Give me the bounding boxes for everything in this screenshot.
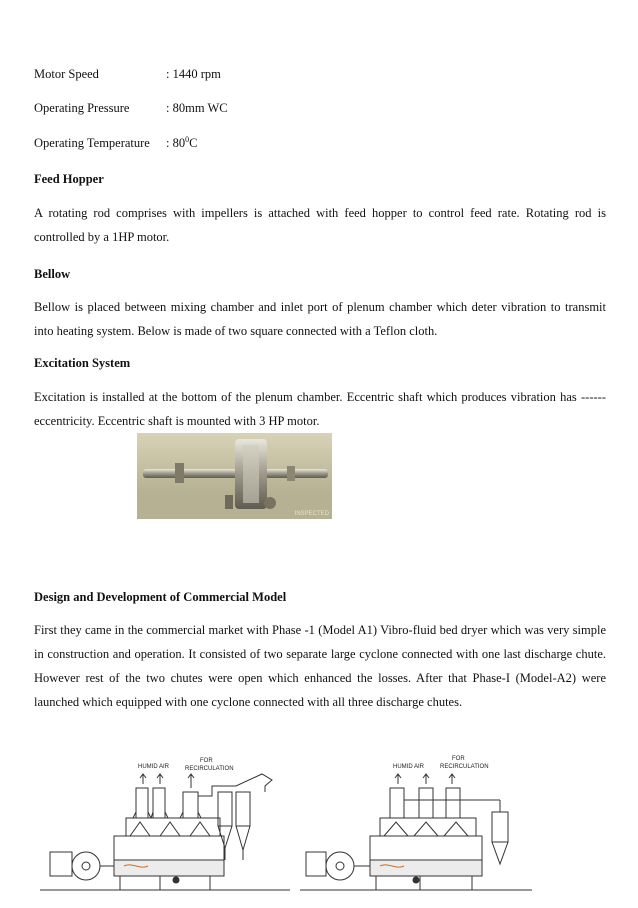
- spec-value: [166, 136, 197, 151]
- paragraph-commercial-model: First they came in the commercial market with Phase -1 (Model A1) Vibro-fluid bed dryer which was very simple in construction and operation. It consisted of two separate large cyclone connected with one last discharge chute. However rest of the two chutes were open which enhanced the losses. After that Phase-I (Model-A2) were launched which equipped with one cyclone connected with all three discharge chutes.: [34, 623, 606, 709]
- spec-label: Operating Temperature: [34, 136, 150, 150]
- dryer-diagram-model-a2: [300, 740, 538, 903]
- photo-watermark: INSPECTED: [294, 511, 329, 517]
- spec-value-suffix: C: [189, 136, 198, 150]
- eccentric-shaft-illustration: [137, 433, 332, 519]
- diagram-label-for: FOR: [200, 758, 213, 764]
- diagram-label-for: FOR: [452, 756, 465, 762]
- eccentric-shaft-photo: [137, 433, 332, 519]
- spec-value-sup: 0: [185, 134, 190, 144]
- paragraph-feed-hopper: A rotating rod comprises with impellers is attached with feed hopper to control feed rate. Rotating rod is controlled by a 1HP motor.: [34, 206, 606, 244]
- paragraph-excitation-system: Excitation is installed at the bottom of the plenum chamber. Eccentric shaft which produces vibration has ------ eccentricity. Eccentric shaft is mounted with 3 HP motor.: [34, 390, 606, 428]
- spec-value: : 80mm WC: [166, 101, 228, 115]
- spec-label: Motor Speed: [34, 67, 99, 81]
- spec-value-prefix: : 80: [166, 136, 186, 150]
- section-heading-feed-hopper: Feed Hopper: [34, 172, 104, 186]
- spec-value: : 1440 rpm: [166, 67, 221, 81]
- paragraph-bellow: Bellow is placed between mixing chamber and inlet port of plenum chamber which deter vibration to transmit into heating system. Below is made of two square connected with a Teflon cloth.: [34, 300, 606, 338]
- diagram-label-recirculation: RECIRCULATION: [440, 764, 489, 770]
- diagram-label-humid-air: HUMID AIR: [138, 764, 170, 770]
- diagram-label-recirculation: RECIRCULATION: [185, 766, 234, 772]
- section-heading-commercial-model: Design and Development of Commercial Model: [34, 590, 287, 604]
- dryer-diagram-drawing: [40, 740, 295, 903]
- section-heading-excitation-system: Excitation System: [34, 356, 131, 370]
- spec-label: Operating Pressure: [34, 101, 130, 115]
- section-heading-bellow: Bellow: [34, 267, 71, 281]
- dryer-diagram-model-a1: [40, 740, 295, 903]
- dryer-diagram-drawing: [300, 740, 538, 903]
- diagram-label-humid-air: HUMID AIR: [393, 764, 425, 770]
